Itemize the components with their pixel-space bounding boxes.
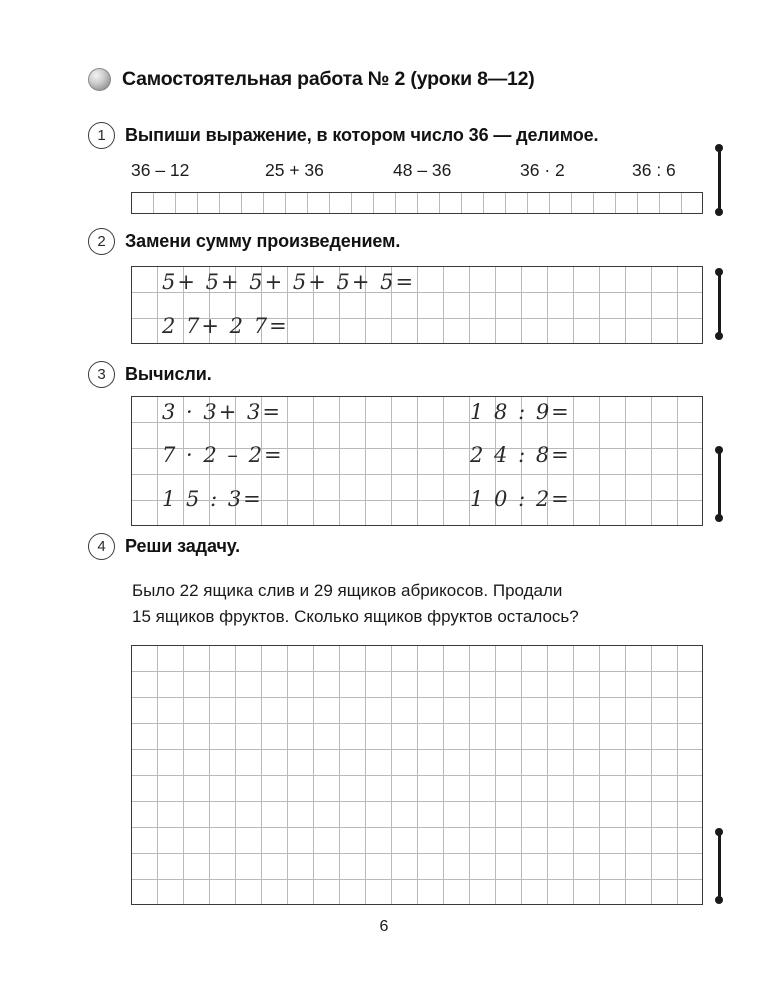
page-title xyxy=(88,68,535,91)
task-number-badge: 1 xyxy=(88,122,115,149)
task-3-answer-right-1: 1 8 : 9= xyxy=(470,400,571,424)
task-2-answer-line-2: 2 7+ 2 7= xyxy=(162,314,289,338)
answer-bracket-icon xyxy=(712,144,726,216)
task-3-answer-left-3: 1 5 : 3= xyxy=(162,487,263,511)
problem-line-2: 15 ящиков фруктов. Сколько ящиков фруктов осталось? xyxy=(132,607,579,626)
task-1-expression-list xyxy=(131,160,701,181)
expression-item: 36 · 2 xyxy=(520,160,565,180)
task-4-problem-text xyxy=(132,578,712,630)
answer-bracket-icon xyxy=(712,828,726,904)
task-3-answer-right-3: 1 0 : 2= xyxy=(470,487,571,511)
task-2-header xyxy=(88,228,400,255)
task-number-badge: 2 xyxy=(88,228,115,255)
task-4-work-grid[interactable] xyxy=(131,645,703,905)
task-3 xyxy=(88,361,212,388)
sphere-bullet-icon xyxy=(88,68,111,91)
expression-item: 36 : 6 xyxy=(632,160,676,180)
task-2 xyxy=(88,228,400,255)
task-3-answer-left-1: 3 · 3+ 3= xyxy=(162,400,282,424)
page-title-text: Самостоятельная работа № 2 (уроки 8—12) xyxy=(122,68,535,90)
expression-item: 48 – 36 xyxy=(393,160,452,180)
page-number: 6 xyxy=(379,918,389,935)
task-number-badge: 3 xyxy=(88,361,115,388)
task-2-title: Замени сумму произведением. xyxy=(125,231,401,251)
task-4 xyxy=(88,533,240,560)
expression-item: 36 – 12 xyxy=(131,160,190,180)
problem-line-1: Было 22 ящика слив и 29 ящиков абрикосов. Продали xyxy=(132,581,563,600)
task-1-title: Выпиши выражение, в котором число 36 — делимое. xyxy=(125,125,599,145)
task-1 xyxy=(88,122,598,149)
task-3-answer-right-2: 2 4 : 8= xyxy=(470,443,571,467)
task-1-answer-grid[interactable] xyxy=(131,192,703,214)
answer-bracket-icon xyxy=(712,446,726,522)
task-1-header xyxy=(88,122,598,149)
task-number-badge: 4 xyxy=(88,533,115,560)
task-4-title: Реши задачу. xyxy=(125,536,241,556)
answer-bracket-icon xyxy=(712,268,726,340)
task-3-title: Вычисли. xyxy=(125,364,212,384)
expression-item: 25 + 36 xyxy=(265,160,324,180)
task-3-answer-left-2: 7 · 2 – 2= xyxy=(162,443,284,467)
task-2-answer-line-1: 5+ 5+ 5+ 5+ 5+ 5= xyxy=(162,270,416,294)
task-3-header xyxy=(88,361,212,388)
task-4-header xyxy=(88,533,240,560)
